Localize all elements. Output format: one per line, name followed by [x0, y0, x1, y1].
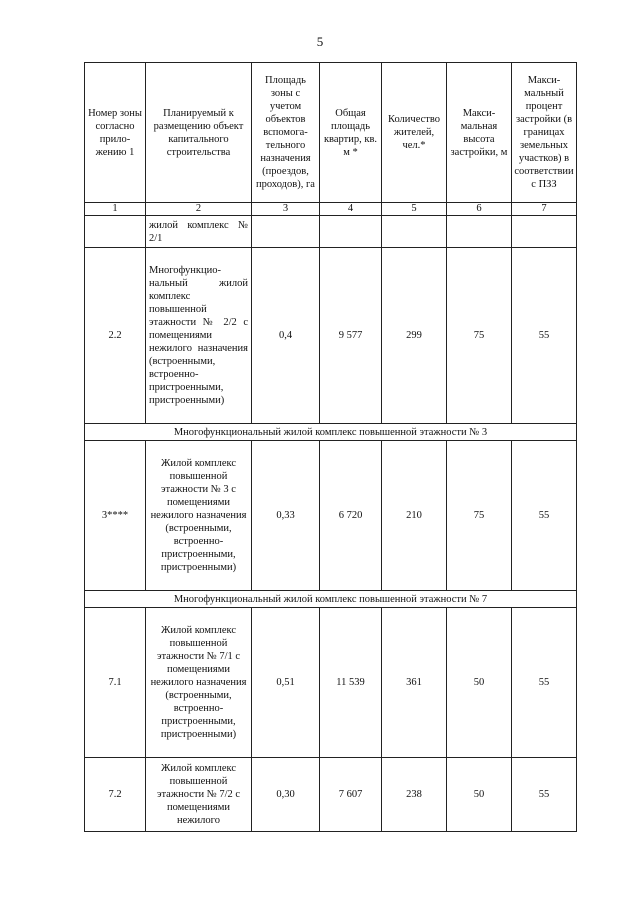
page-number: 5: [316, 34, 324, 49]
cell-max-percent: 55: [512, 608, 577, 758]
cell-max-height: 75: [447, 441, 512, 591]
cell-object: Жилой комплекс повышенной этажности № 7/2 с помещениями нежилого: [146, 758, 252, 832]
cell-area: [252, 216, 320, 248]
section-row: [85, 424, 577, 441]
cell-max-height: 75: [447, 248, 512, 424]
column-number: 7: [512, 203, 577, 216]
cell-zone: 2.2: [85, 248, 146, 424]
column-number: 5: [382, 203, 447, 216]
header-total-apartment-area: Общая площадь квартир, кв. м *: [320, 63, 382, 203]
cell-area: 0,30: [252, 758, 320, 832]
cell-residents: [382, 216, 447, 248]
cell-residents: 361: [382, 608, 447, 758]
cell-max-percent: 55: [512, 248, 577, 424]
table-row: [85, 248, 577, 424]
section-title: Многофункциональный жилой комплекс повышенной этажности № 3: [85, 424, 577, 441]
cell-zone: 7.1: [85, 608, 146, 758]
cell-zone: 3****: [85, 441, 146, 591]
column-number: 3: [252, 203, 320, 216]
cell-area: 0,51: [252, 608, 320, 758]
section-row: [85, 591, 577, 608]
cell-residents: 210: [382, 441, 447, 591]
table-row: [85, 608, 577, 758]
header-max-height: Макси-мальная высота застройки, м: [447, 63, 512, 203]
cell-zone: [85, 216, 146, 248]
cell-max-height: 50: [447, 758, 512, 832]
column-numbers-row: [85, 203, 577, 216]
cell-object: Жилой комплекс повышенной этажности № 3 с помещениями нежилого назначения (встроенными, встроенно-пристроенными, пристроенными): [146, 441, 252, 591]
cell-object: Жилой комплекс повышенной этажности № 7/1 с помещениями нежилого назначения (встроенными, встроенно-пристроенными, пристроенными): [146, 608, 252, 758]
cell-total-area: 11 539: [320, 608, 382, 758]
column-number: 6: [447, 203, 512, 216]
table-row: [85, 758, 577, 832]
header-zone-area: Площадь зоны с учетом объектов вспомога-тельного назначения (проездов, проходов), га: [252, 63, 320, 203]
cell-object: жилой комплекс № 2/1: [146, 216, 252, 248]
column-number: 2: [146, 203, 252, 216]
table-row: [85, 216, 577, 248]
header-planned-object: Планируемый к размещению объект капитального строительства: [146, 63, 252, 203]
cell-max-height: 50: [447, 608, 512, 758]
table-row: [85, 441, 577, 591]
cell-residents: 238: [382, 758, 447, 832]
cell-total-area: [320, 216, 382, 248]
column-number: 4: [320, 203, 382, 216]
header-max-percent: Макси-мальный процент застройки (в границах земельных участков) в соответствии с ПЗЗ: [512, 63, 577, 203]
header-residents: Количество жителей, чел.*: [382, 63, 447, 203]
cell-total-area: 7 607: [320, 758, 382, 832]
cell-residents: 299: [382, 248, 447, 424]
cell-max-percent: [512, 216, 577, 248]
column-number: 1: [85, 203, 146, 216]
cell-max-percent: 55: [512, 758, 577, 832]
cell-area: 0,4: [252, 248, 320, 424]
section-title: Многофункциональный жилой комплекс повышенной этажности № 7: [85, 591, 577, 608]
planning-table: [84, 62, 577, 832]
header-row: [85, 63, 577, 203]
cell-max-percent: 55: [512, 441, 577, 591]
cell-max-height: [447, 216, 512, 248]
cell-zone: 7.2: [85, 758, 146, 832]
cell-total-area: 6 720: [320, 441, 382, 591]
cell-total-area: 9 577: [320, 248, 382, 424]
header-zone-number: Номер зоны согласно прило-жению 1: [85, 63, 146, 203]
cell-area: 0,33: [252, 441, 320, 591]
cell-object: Многофункцио-нальный жилой комплекс повышенной этажности № 2/2 с помещениями нежилого назначения (встроенными, встроенно-пристроенными, пристроенными): [146, 248, 252, 424]
